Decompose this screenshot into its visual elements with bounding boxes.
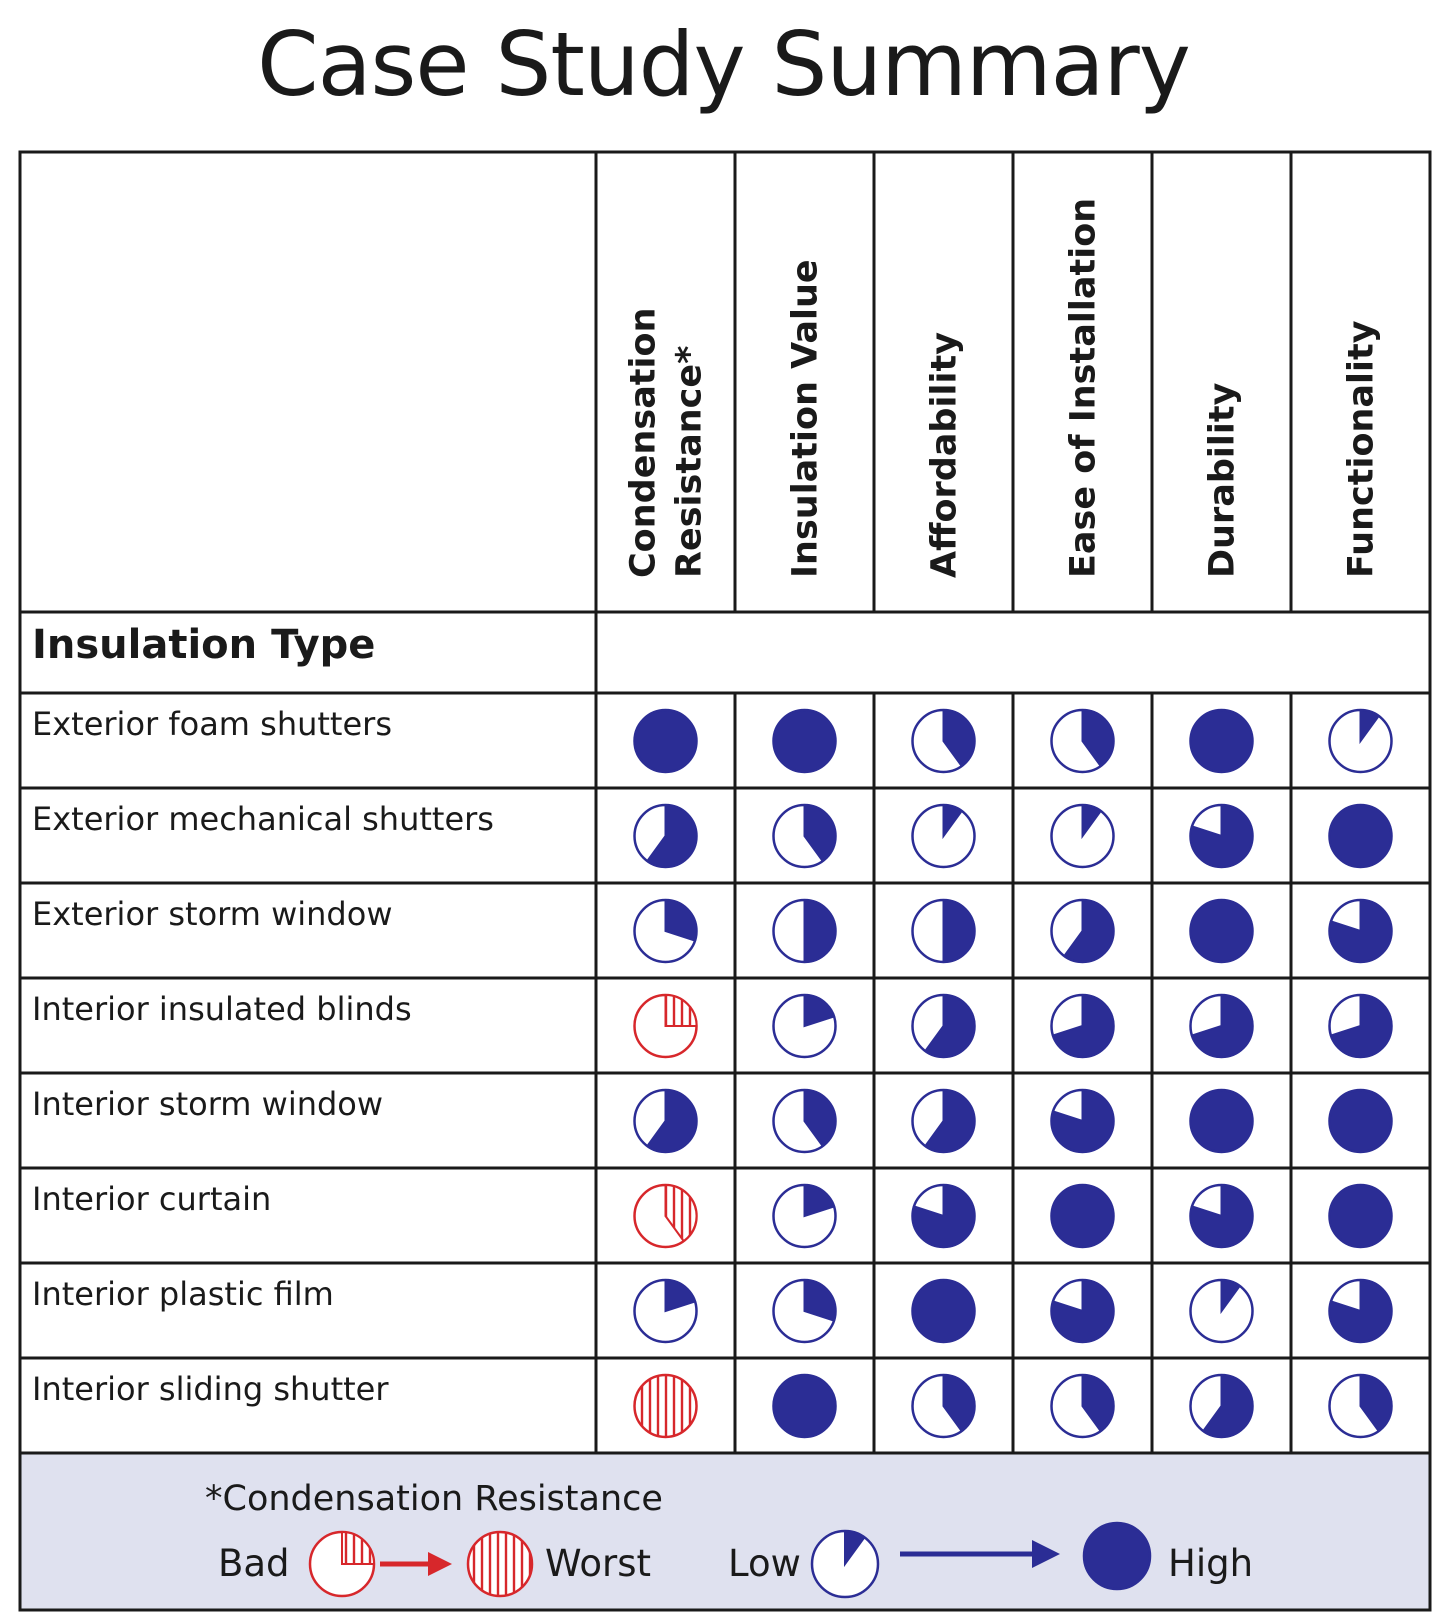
rating-mark: [913, 710, 975, 772]
row-label: Interior plastic film: [32, 1275, 334, 1313]
rating-mark: [1052, 1185, 1114, 1247]
rating-mark: [1052, 1375, 1114, 1437]
rating-fill: [1052, 1185, 1114, 1247]
column-header-label: Condensation: [623, 307, 664, 578]
rating-mark: [913, 900, 975, 962]
rating-mark: [913, 1375, 975, 1437]
row-label: Interior storm window: [32, 1085, 384, 1123]
rating-fill: [774, 710, 836, 772]
legend-worst-label: Worst: [545, 1542, 652, 1585]
rating-mark: [635, 900, 697, 962]
rating-mark: [774, 1280, 836, 1342]
row-label: Interior sliding shutter: [32, 1370, 389, 1408]
column-header-label: Durability: [1202, 382, 1243, 578]
rating-mark: [1191, 710, 1253, 772]
rating-mark: [1191, 995, 1253, 1057]
rating-mark: [1052, 805, 1114, 867]
rating-fill: [1191, 900, 1253, 962]
legend-high-label: High: [1168, 1542, 1254, 1585]
rating-fill: [1191, 1090, 1253, 1152]
rating-mark: [1330, 710, 1392, 772]
rating-fill: [1084, 1523, 1150, 1589]
rating-mark: [1052, 995, 1114, 1057]
row-label: Interior insulated blinds: [32, 990, 412, 1028]
rating-mark: [774, 1185, 836, 1247]
rating-mark: [1191, 805, 1253, 867]
rating-mark: [1330, 1090, 1392, 1152]
rating-mark: [635, 710, 697, 772]
rating-mark: [635, 1185, 697, 1247]
row-header-label: Insulation Type: [32, 622, 376, 668]
column-header-label: Ease of Installation: [1063, 197, 1104, 578]
rating-fill: [468, 1532, 532, 1596]
rating-mark: [913, 995, 975, 1057]
rating-mark: [635, 1280, 697, 1342]
rating-mark: [1329, 900, 1391, 962]
row-label: Interior curtain: [32, 1180, 272, 1218]
rating-fill: [1330, 1090, 1392, 1152]
legend-worst-mark: [468, 1532, 532, 1596]
rating-mark: [1330, 1375, 1392, 1437]
rating-mark: [913, 1280, 975, 1342]
rating-mark: [774, 1375, 836, 1437]
rating-fill: [774, 1375, 836, 1437]
rating-mark: [1330, 1280, 1392, 1342]
rating-fill: [1330, 805, 1392, 867]
rating-mark: [1330, 805, 1392, 867]
rating-mark: [635, 1090, 697, 1152]
page-title: Case Study Summary: [257, 13, 1190, 116]
column-header-label: Resistance*: [669, 345, 710, 578]
row-label: Exterior storm window: [32, 895, 393, 933]
rating-fill: [1191, 710, 1253, 772]
rating-mark: [1052, 710, 1114, 772]
rating-fill: [1330, 1185, 1392, 1247]
legend-low-label: Low: [728, 1542, 801, 1585]
rating-fill: [913, 1280, 975, 1342]
rating-mark: [774, 710, 836, 772]
rating-mark: [635, 995, 697, 1057]
rating-mark: [1191, 1280, 1253, 1342]
rating-mark: [913, 805, 975, 867]
rating-mark: [774, 900, 836, 962]
rating-fill: [635, 710, 697, 772]
rating-mark: [635, 805, 697, 867]
rating-fill: [944, 900, 975, 962]
rating-mark: [1052, 1090, 1114, 1152]
rating-mark: [635, 1375, 697, 1437]
rating-mark: [774, 805, 836, 867]
legend-bad-mark: [310, 1532, 374, 1596]
legend-low-mark: [812, 1531, 878, 1597]
rating-mark: [1191, 900, 1253, 962]
row-label: Exterior mechanical shutters: [32, 800, 494, 838]
rating-mark: [1191, 1185, 1253, 1247]
legend-high-mark: [1084, 1523, 1150, 1589]
rating-fill: [805, 900, 836, 962]
legend-note: *Condensation Resistance: [205, 1479, 663, 1519]
rating-fill: [666, 995, 697, 1026]
rating-mark: [913, 1090, 975, 1152]
legend-background: [20, 1453, 1430, 1610]
rating-mark: [774, 995, 836, 1057]
rating-fill: [635, 1375, 697, 1437]
rating-mark: [1191, 1090, 1253, 1152]
rating-mark: [1330, 995, 1392, 1057]
legend-bad-label: Bad: [218, 1542, 290, 1585]
rating-mark: [1191, 1375, 1253, 1437]
column-header-label: Insulation Value: [785, 259, 826, 578]
column-header-label: Functionality: [1341, 320, 1382, 578]
rating-mark: [774, 1090, 836, 1152]
row-label: Exterior foam shutters: [32, 705, 392, 743]
rating-mark: [1330, 1185, 1392, 1247]
rating-mark: [1052, 1280, 1114, 1342]
rating-mark: [913, 1185, 975, 1247]
column-header-label: Affordability: [924, 331, 965, 578]
rating-mark: [1052, 900, 1114, 962]
